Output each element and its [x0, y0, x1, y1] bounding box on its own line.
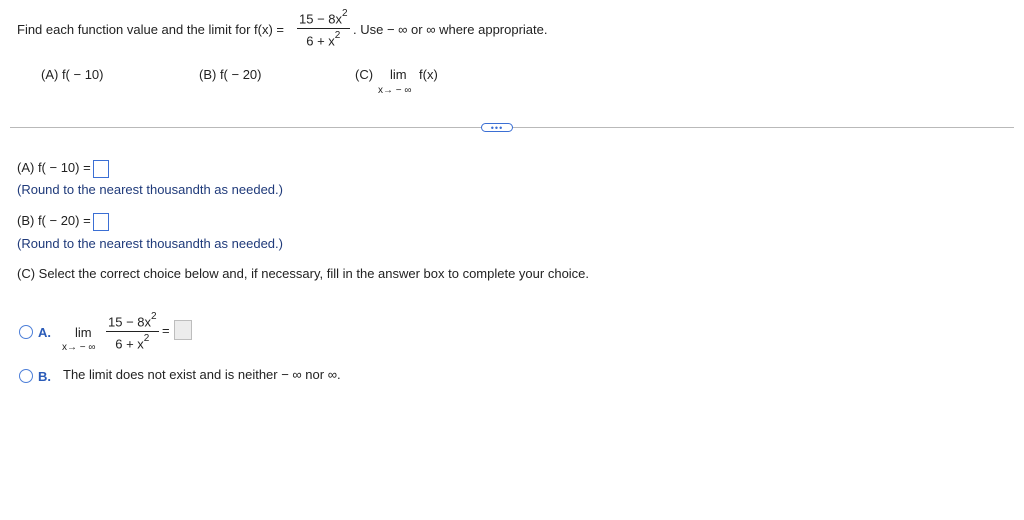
part-c-prompt: (C) Select the correct choice below and, if necessary, fill in the answer box to complete your choice.: [17, 266, 590, 281]
answer-a-label: (A) f( − 10) =: [17, 160, 91, 175]
answer-a-input[interactable]: [93, 160, 109, 178]
question-prefix: Find each function value and the limit for f(x) =: [17, 22, 284, 37]
option-a-input[interactable]: [174, 320, 192, 340]
option-a-lim: lim: [75, 325, 92, 340]
option-a-input-wrap: [174, 320, 192, 340]
option-a-equals: =: [162, 323, 170, 338]
part-a-label: (A) f( − 10): [41, 67, 104, 82]
option-a-fraction: [106, 311, 159, 352]
answer-a-row: [17, 159, 109, 178]
question-fraction: [297, 8, 350, 49]
answer-b-hint: (Round to the nearest thousandth as needed.): [17, 236, 283, 251]
answer-b-row: [17, 212, 109, 231]
answer-a-hint: (Round to the nearest thousandth as needed.): [17, 182, 283, 197]
option-a-letter[interactable]: A.: [38, 325, 51, 340]
answer-b-input[interactable]: [93, 213, 109, 231]
option-a-numerator: $15 - 8x^2$: [106, 311, 159, 332]
part-c-label: (C): [355, 67, 374, 82]
option-b-text: The limit does not exist and is neither − ∞ nor ∞.: [63, 367, 341, 382]
question-suffix: . Use − ∞ or ∞ where appropriate.: [353, 22, 548, 37]
question-denominator: $6 + x^2$: [306, 30, 341, 49]
option-a-subscript: x→ − ∞: [62, 342, 96, 353]
ellipsis-icon: •••: [490, 122, 504, 133]
part-c-fx: f(x): [419, 67, 438, 82]
option-a-radio[interactable]: [19, 325, 33, 339]
option-b-letter[interactable]: B.: [38, 369, 51, 384]
answer-b-label: (B) f( − 20) =: [17, 213, 91, 228]
option-a-denominator: $6 + x^2$: [115, 333, 150, 352]
part-c-subscript: x→ − ∞: [378, 85, 412, 96]
part-c-lim: lim: [390, 67, 407, 82]
part-b-label: (B) f( − 20): [199, 67, 262, 82]
question-numerator: $15 - 8x^2$: [297, 8, 350, 29]
option-b-radio[interactable]: [19, 369, 33, 383]
more-options-button[interactable]: [481, 123, 513, 132]
